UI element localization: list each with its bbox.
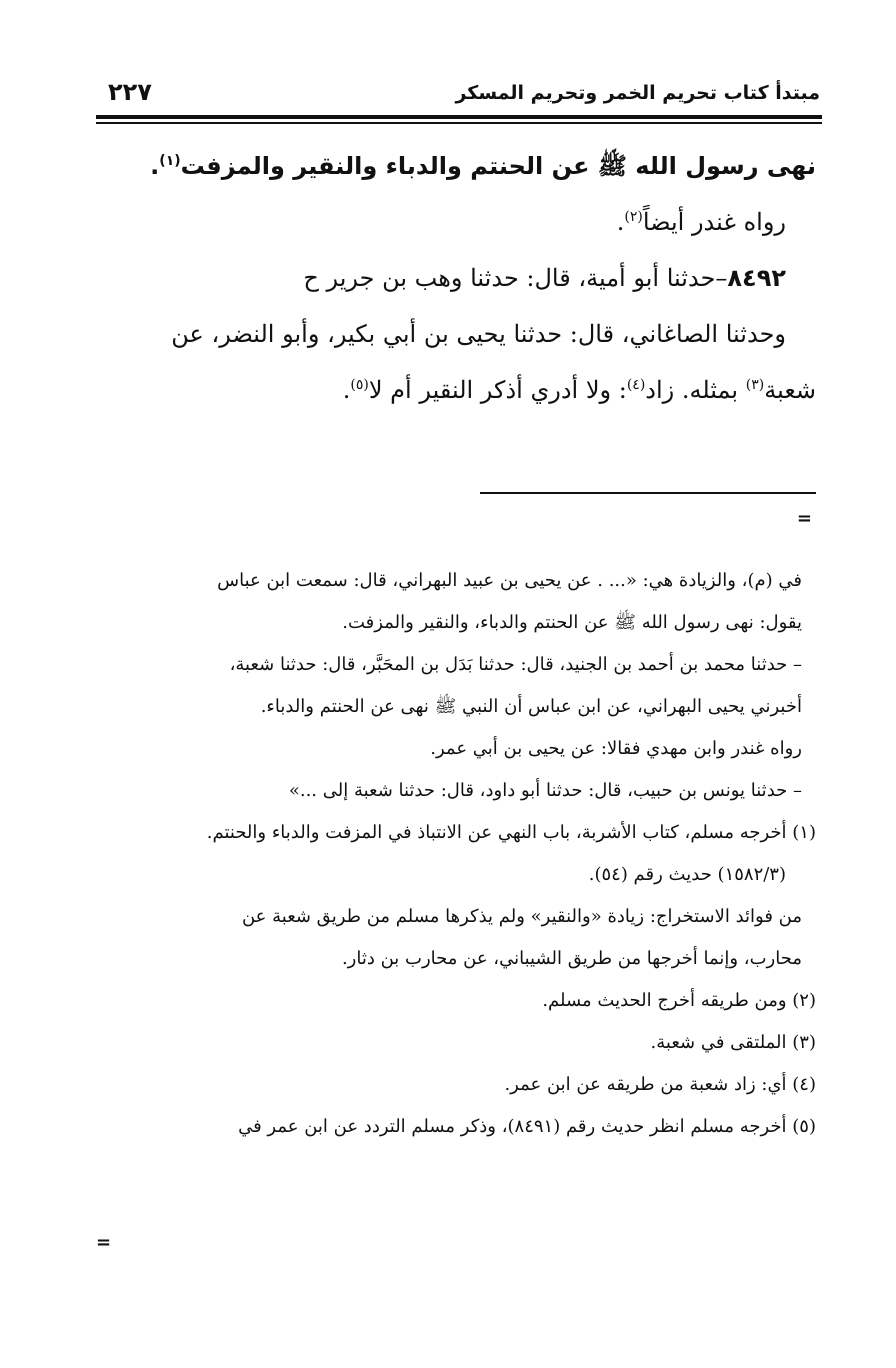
main-line-2 xyxy=(102,194,816,250)
footnote-2: (٢) ومن طريقه أخرج الحديث مسلم. xyxy=(542,990,816,1011)
page-number: ٢٢٧ xyxy=(108,78,152,106)
main-line-1-text: نهى رسول الله ﷺ عن الحنتم والدباء والنقير والمزفت xyxy=(180,152,816,180)
main-line-4: وحدثنا الصاغاني، قال: حدثنا يحيى بن أبي بكير، وأبو النضر، عن xyxy=(171,320,786,348)
footnote-3: (٣) الملتقى في شعبة. xyxy=(650,1032,816,1053)
main-line-5-a: شعبة xyxy=(764,376,816,404)
footnote-1-line: محارب، وإنما أخرجها من طريق الشيباني، عن محارب بن دثار. xyxy=(341,948,802,969)
footnotes xyxy=(102,560,816,1148)
running-header xyxy=(100,78,820,118)
main-line-2-end: . xyxy=(616,208,625,236)
header-rule-thick xyxy=(96,115,822,119)
footnote-5: (٥) أخرجه مسلم انظر حديث رقم (٨٤٩١)، وذكر مسلم التردد عن ابن عمر في xyxy=(238,1116,816,1137)
main-line-2-text: رواه غندر أيضاً xyxy=(642,208,786,236)
footnote-1-line: (١٥٨٢/٣) حديث رقم (٥٤). xyxy=(588,864,786,885)
main-text xyxy=(102,138,816,418)
main-line-5-c: : ولا أدري أذكر النقير أم لا xyxy=(368,376,627,404)
footnote-separator xyxy=(480,492,816,494)
main-line-3-text: –حدثنا أبو أمية، قال: حدثنا وهب بن جرير ح xyxy=(303,264,728,292)
hadith-number: ٨٤٩٢ xyxy=(727,264,786,292)
footnote-1: (١) أخرجه مسلم، كتاب الأشربة، باب النهي عن الانتباذ في المزفت والدباء والحنتم. xyxy=(206,822,816,843)
header-rule-thin xyxy=(96,122,822,124)
main-line-1 xyxy=(102,138,816,194)
footnote-continued-line: – حدثنا يونس بن حبيب، قال: حدثنا أبو داود، قال: حدثنا شعبة إلى ...» xyxy=(288,780,802,801)
main-line-1-end: . xyxy=(150,152,160,180)
footnote-continued-line: أخبرني يحيى البهراني، عن ابن عباس أن النبي ﷺ نهى عن الحنتم والدباء. xyxy=(260,696,802,717)
main-line-5-end: . xyxy=(342,376,351,404)
footnote-ref-3: (٣) xyxy=(745,377,765,393)
footnote-ref-4: (٤) xyxy=(626,377,646,393)
footnote-1-line: من فوائد الاستخراج: زيادة «والنقير» ولم يذكرها مسلم من طريق شعبة عن xyxy=(241,906,802,927)
footnote-ref-2: (٢) xyxy=(624,209,643,225)
footnote-continued-line: في (م)، والزيادة هي: «... . عن يحيى بن عبيد البهراني، قال: سمعت ابن عباس xyxy=(217,570,802,591)
footnote-continued-line: يقول: نهى رسول الله ﷺ عن الحنتم والدباء، والنقير والمزفت. xyxy=(342,612,802,633)
main-line-5 xyxy=(102,362,816,418)
main-line-5-b: بمثله. زاد xyxy=(645,376,746,404)
main-line-3 xyxy=(102,250,816,306)
footnote-ref-5: (٥) xyxy=(350,377,369,393)
continuation-mark-bottom: = xyxy=(96,1232,112,1253)
footnote-4: (٤) أي: زاد شعبة من طريقه عن ابن عمر. xyxy=(504,1074,816,1095)
chapter-title: مبتدأ كتاب تحريم الخمر وتحريم المسكر xyxy=(455,82,820,104)
continuation-mark-top: = xyxy=(796,508,812,529)
footnote-continued-line: – حدثنا محمد بن أحمد بن الجنيد، قال: حدثنا بَدَل بن المحَبَّر، قال: حدثنا شعبة، xyxy=(229,654,802,675)
footnote-ref-1: (١) xyxy=(159,153,181,169)
footnote-continued-line: رواه غندر وابن مهدي فقالا: عن يحيى بن أبي عمر. xyxy=(430,738,802,759)
